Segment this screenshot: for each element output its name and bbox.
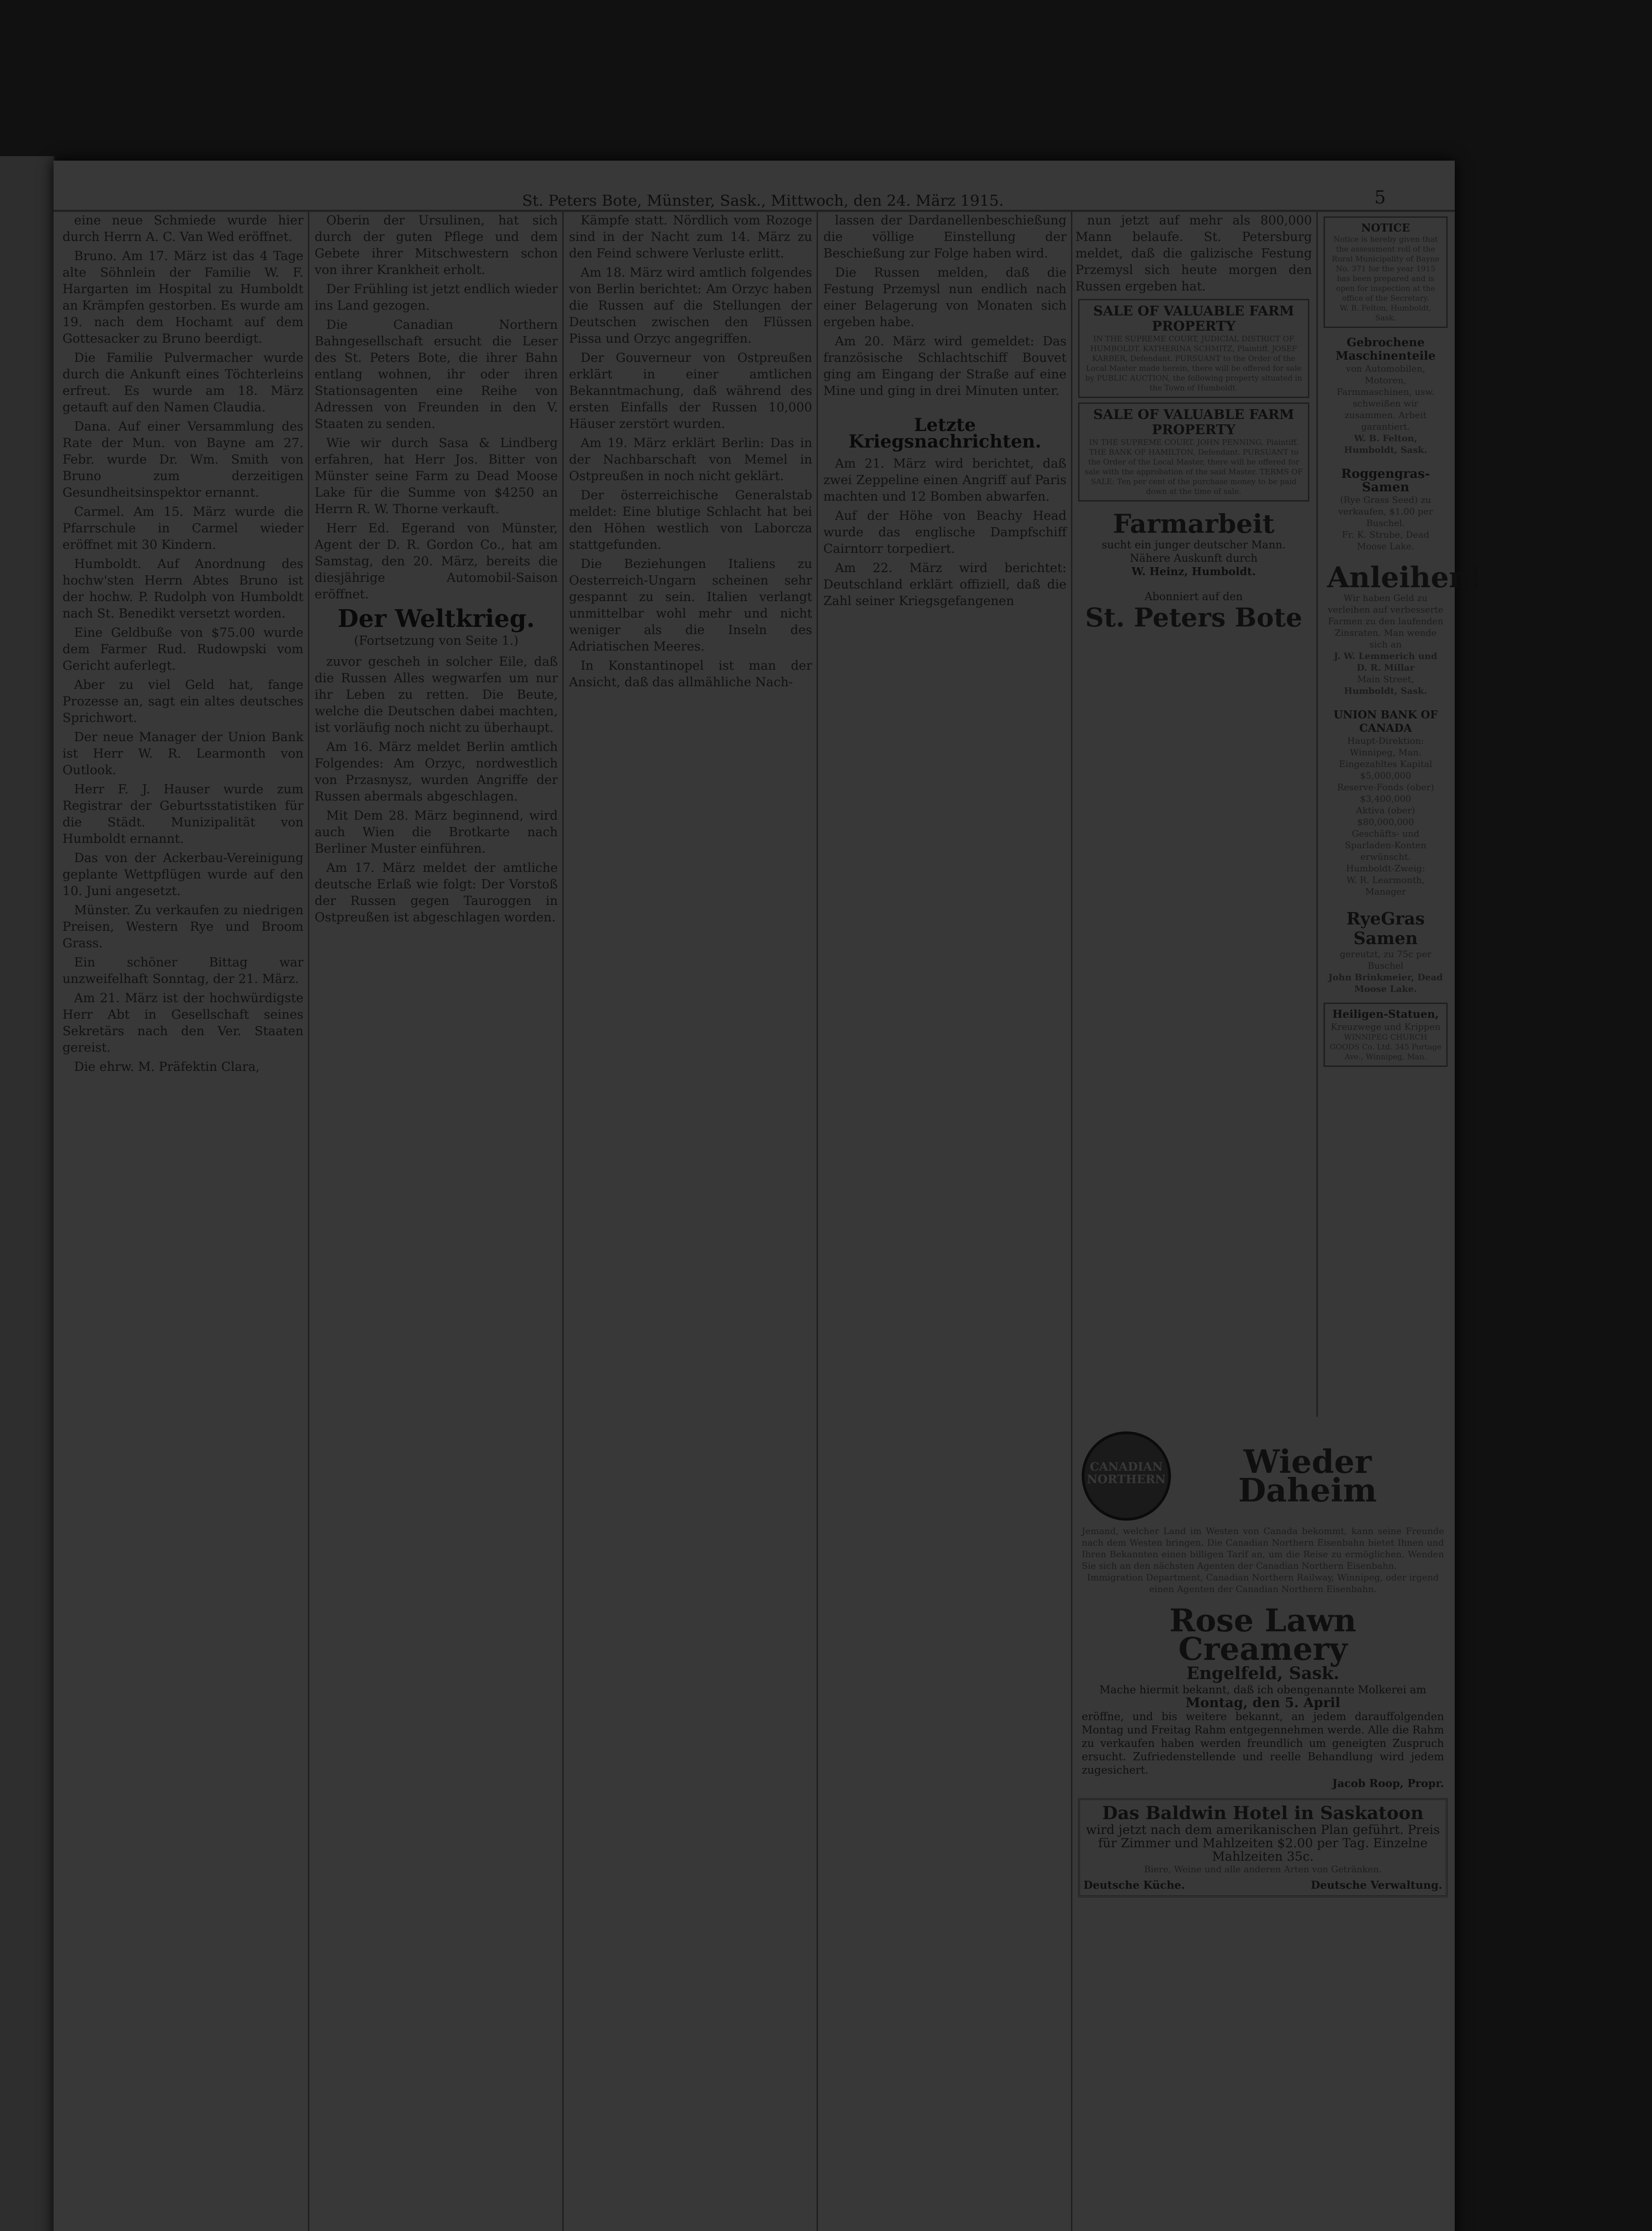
column-rule — [1316, 212, 1318, 1417]
machine-parts-body: von Automobilen, Motoren, Farmmaschinen, usw. schweißen wir zusammen. Arbeit garantiert. — [1337, 363, 1435, 432]
notice-sign: W. B. Felton, Humboldt, Sask. — [1340, 304, 1432, 323]
farm-work-title: Farmarbeit — [1113, 509, 1274, 539]
sale-notice-2 — [1078, 402, 1309, 502]
hotel-title: Das Baldwin Hotel in Saskatoon — [1102, 1803, 1424, 1824]
masthead-line: St. Peters Bote, Münster, Sask., Mittwoch, den 24. März 1915. — [522, 192, 1004, 210]
war-news-paragraph: Am 20. März wird gemeldet: Das französische Schlachtschiff Bouvet ging am Eingang der Straße auf eine Mine und ging in drei Minuten unter. — [823, 334, 1067, 398]
union-bank-ad — [1324, 705, 1448, 901]
subscribe-ad — [1078, 586, 1309, 635]
subscribe-line: Abonniert auf den — [1145, 590, 1243, 603]
bank-line: Aktiva (ober) $80,000,000 — [1356, 805, 1415, 827]
creamery-body: Mache hiermit bekannt, daß ich obengenannte Molkerei am — [1099, 1684, 1427, 1696]
rye-grass-title: Roggengras-Samen — [1341, 466, 1430, 494]
war-news-paragraph: Mit Dem 28. März beginnend, wird auch Wien die Brotkarte nach Berliner Muster einführen. — [315, 808, 558, 856]
local-news-item: Münster. Zu verkaufen zu niedrigen Preisen, Western Rye und Broom Grass. — [62, 903, 303, 950]
notice-box — [1324, 216, 1448, 328]
bank-manager: W. R. Learmonth, Manager — [1346, 875, 1425, 897]
creamery-sign: Jacob Roop, Propr. — [1332, 1777, 1444, 1790]
creamery-ad — [1078, 1603, 1448, 1794]
loan-city: Humboldt, Sask. — [1344, 685, 1428, 696]
war-news-paragraph: Am 17. März meldet der amtliche deutsche Erlaß wie folgt: Der Vorstoß der Russen gegen Tauroggen in Ostpreußen ist abgeschlagen worden. — [315, 860, 558, 925]
local-news-item: Der neue Manager der Union Bank ist Herr W. R. Learmonth von Outlook. — [62, 730, 303, 777]
wieder-daheim-body: Jemand, welcher Land im Westen von Canada bekommt, kann seine Freunde nach dem Westen bringen. Die Canadian Northern Eisenbahn bietet Ihnen und Ihren Bekannten einen billigen Tarif an, um die Reise zu ermöglichen. Wenden Sie sich an den nächsten Agenten der Canadian Northern Eisenbahn. — [1082, 1526, 1444, 1571]
page-header — [54, 161, 1455, 212]
column-2 — [315, 212, 558, 2231]
column-rule — [1071, 212, 1072, 2231]
column-rule — [308, 212, 309, 2231]
war-news-paragraph: Am 18. März wird amtlich folgendes von Berlin berichtet: Am Orzyc haben die Russen auf die Stellungen der Deutschen zwischen den Flüssen Pissa und Orzyc angegriffen. — [569, 265, 812, 346]
local-news-item: Am 21. März ist der hochwürdigste Herr Abt in Gesellschaft seines Sekretärs nach den Ver. Staaten gereist. — [62, 991, 303, 1055]
local-news-item: Das von der Ackerbau-Vereinigung geplante Wettpflügen wurde auf den 10. Juni angesetzt. — [62, 850, 303, 898]
sale-notice-body: IN THE SUPREME COURT. JOHN PENNING, Plaintiff. THE BANK OF HAMILTON, Defendant. PURSUANT to the Order of the Local Master, there will be offered for sale with the approbation of the said Master. TERMS OF SALE: Ten per cent of the purchase money to be paid down at the time of sale. — [1084, 438, 1303, 496]
statues-title: Heiligen-Statuen, — [1332, 1008, 1439, 1020]
baldwin-hotel-ad — [1078, 1798, 1448, 1897]
war-news-paragraph: Der österreichische Generalstab meldet: Eine blutige Schlacht hat bei den Höhen westlich von Laborcza stattgefunden. — [569, 488, 812, 552]
previous-page-edge — [0, 156, 55, 2231]
newspaper-page — [54, 161, 1482, 2231]
local-news-item: Humboldt. Auf Anordnung des hochw'sten Herrn Abtes Bruno ist der hochw. P. Rudolph von Humboldt nach St. Benedikt versetzt worden. — [62, 556, 303, 621]
bank-line: Eingezahltes Kapital $5,000,000 — [1339, 759, 1432, 781]
local-news-item: Die ehrw. M. Präfektin Clara, — [74, 1059, 260, 1074]
machine-parts-ad — [1324, 332, 1448, 459]
local-news-item: Bruno. Am 17. März ist das 4 Tage alte Söhnlein der Familie W. F. Hargarten im Hospital zu Humboldt an Krämpfen gestorben. Es wurde am 19. nach dem Hochamt auf dem Gottesacker zu Bruno beerdigt. — [62, 249, 303, 346]
war-news-paragraph: lassen der Dardanellenbeschießung die völlige Einstellung der Beschießung zur Folge haben wird. — [823, 213, 1067, 261]
sale-notice-title: SALE OF VALUABLE FARM PROPERTY — [1093, 303, 1295, 334]
local-news-item: Der Frühling ist jetzt endlich wieder ins Land gezogen. — [315, 282, 558, 313]
column-1 — [62, 212, 303, 2231]
wieder-daheim-title: Wieder Daheim — [1238, 1443, 1377, 1509]
local-news-item: Die Canadian Northern Bahngesellschaft ersucht die Leser des St. Peters Bote, die ihrer Bahn entlang wohnen, ihr oder ihren Stationsagenten eine Reihe von Adressen von Freunden in den V. Staaten zu senden. — [315, 317, 558, 431]
farm-work-contact: W. Heinz, Humboldt. — [1131, 565, 1256, 578]
hotel-right: Deutsche Verwaltung. — [1311, 1879, 1442, 1891]
notice-title: NOTICE — [1361, 221, 1410, 234]
column-rule — [817, 212, 818, 2231]
local-news-item: Dana. Auf einer Versammlung des Rate der Mun. von Bayne am 27. Febr. wurde Dr. Wm. Smith von Bruno zum derzeitigen Gesundheitsinspektor ernannt. — [62, 419, 303, 500]
rye-seed-price: gereutzt, zu 75c per Buschel — [1340, 949, 1432, 971]
wieder-daheim-contact: Immigration Department, Canadian Northern Railway, Winnipeg, oder irgend einen Agenten der Canadian Northern Eisenbahn. — [1087, 1572, 1439, 1594]
column-rule — [562, 212, 564, 2231]
creamery-body-2: eröffne, und bis weitere bekannt, an jedem darauffolgenden Montag und Freitag Rahm entgegennehmen werde. Alle die Rahm zu verkaufen haben werden freundlich um geneigten Zuspruch ersucht. Zufriedenstellende und reelle Behandlung wird jedem zugesichert. — [1082, 1710, 1444, 1776]
canadian-northern-logo — [1082, 1431, 1171, 1521]
creamery-city: Engelfeld, Sask. — [1186, 1663, 1340, 1683]
hotel-note: Biere, Weine und alle anderen Arten von Getränken. — [1144, 1864, 1382, 1874]
local-news-item: Carmel. Am 15. März wurde die Pfarrschule in Carmel wieder eröffnet mit 30 Kindern. — [62, 504, 303, 552]
bank-branch: Humboldt-Zweig: — [1346, 863, 1425, 874]
rye-seed-title: RyeGras Samen — [1346, 908, 1425, 948]
bank-hq: Haupt-Direktion: Winnipeg, Man. — [1347, 735, 1424, 758]
rye-seed-contact: John Brinkmeier, Dead Moose Lake. — [1328, 972, 1443, 994]
sale-notice-1 — [1078, 299, 1309, 398]
war-news-paragraph: Am 19. März erklärt Berlin: Das in der Nachbarschaft von Memel in Ostpreußen in noch nicht geklärt. — [569, 435, 812, 483]
local-news-item: Wie wir durch Sasa & Lindberg erfahren, hat Herr Jos. Bitter von Münster seine Farm zu Dead Moose Lake für die Summe von $4250 an Herrn R. W. Thorne verkauft. — [315, 435, 558, 516]
notice-body: Notice is hereby given that the assessment roll of the Rural Municipality of Bayne No. 371 for the year 1915 has been prepared and is open for inspection at the office of the Secretary. — [1332, 235, 1440, 303]
logo-line: NORTHERN — [1087, 1473, 1166, 1486]
loan-title: Anleihen! — [1327, 561, 1482, 594]
creamery-title: Rose Lawn Creamery — [1169, 1602, 1357, 1667]
rye-grass-seed-ad — [1324, 464, 1448, 556]
statues-body: WINNIPEG CHURCH GOODS Co. Ltd. 345 Portage Ave., Winnipeg, Man. — [1329, 1033, 1442, 1062]
machine-parts-contact: W. B. Felton, Humboldt, Sask. — [1344, 433, 1428, 455]
war-news-paragraph: Der Gouverneur von Ostpreußen erklärt in einer amtlichen Bekanntmachung, daß während des ersten Einfalls der Russen 10,000 Häuser zerstört wurden. — [569, 350, 812, 431]
war-news-paragraph: nun jetzt auf mehr als 800,000 Mann belaufe. St. Petersburg meldet, daß die galizische Festung Przemysl sich heute morgen den Russen ergeben hat. — [1075, 213, 1312, 294]
war-news-paragraph: Am 21. März wird berichtet, daß zwei Zeppeline einen Angriff auf Paris machten und 12 Bomben abwarfen. — [823, 456, 1067, 504]
loan-street: Main Street, — [1357, 674, 1414, 684]
war-news-paragraph: Am 22. März wird berichtet: Deutschland erklärt offiziell, daß die Zahl seiner Kriegsgefangenen — [823, 560, 1067, 608]
wide-ads-area — [1075, 1423, 1450, 2231]
local-news-item: Herr F. J. Hauser wurde zum Registrar der Geburtsstatistiken für die Städt. Munizipalität von Humboldt ernannt. — [62, 782, 303, 846]
local-news-item: Herr Ed. Egerand von Münster, Agent der D. R. Gordon Co., hat am Samstag, den 20. März, bereits die diesjährige Automobil-Saison eröffnet. — [315, 521, 558, 601]
local-news-item: eine neue Schmiede wurde hier durch Herrn A. C. Van Wed eröffnet. — [62, 213, 303, 244]
bank-line: Geschäfts- und Sparladen-Konten erwünscht. — [1345, 828, 1427, 862]
sale-notice-body: IN THE SUPREME COURT, JUDICIAL DISTRICT OF HUMBOLDT. KATHERINA SCHMITZ, Plaintiff. JOSEF KARBER, Defendant. PURSUANT to the Order of the Local Master made herein, there will be offered for sale by PUBLIC AUCTION, the following property situated in the Town of Humboldt. — [1085, 335, 1303, 393]
loan-body: Wir haben Geld zu verleihen auf verbesserte Farmen zu den laufenden Zinsraten. Man wende sich an — [1328, 593, 1444, 650]
rye-grass-contact: Fr. K. Strube, Dead Moose Lake. — [1342, 529, 1429, 552]
column-6 — [1321, 212, 1482, 1417]
war-news-paragraph: zuvor gescheh in solcher Eile, daß die Russen Alles wegwarfen um nur ihr Leben zu retten. Die Beute, welche die Deutschen dabei machten, ist vorläufig noch nicht zu überhaupt. — [315, 654, 558, 735]
section-heading-latest-news: Letzte Kriegsnachrichten. — [848, 415, 1042, 452]
bank-title: UNION BANK OF CANADA — [1333, 708, 1438, 734]
section-heading-weltkrieg: Der Weltkrieg. — [337, 604, 535, 633]
subscribe-title: St. Peters Bote — [1085, 602, 1303, 633]
farm-work-body: sucht ein junger deutscher Mann. Nähere Auskunft durch — [1101, 539, 1286, 564]
hotel-left: Deutsche Küche. — [1083, 1879, 1185, 1891]
local-news-item: Aber zu viel Geld hat, fange Prozesse an, sagt ein altes deutsches Sprichwort. — [62, 677, 303, 725]
war-news-paragraph: Am 16. März meldet Berlin amtlich Folgendes: Am Orzyc, nordwestlich von Przasnysz, wurden Angriffe der Russen abermals abgeschlagen. — [315, 739, 558, 804]
loan-contact: J. W. Lemmerich und D. R. Millar — [1334, 651, 1437, 673]
hotel-body: wird jetzt nach dem amerikanischen Plan geführt. Preis für Zimmer und Mahlzeiten $2.00 per Tag. Einzelne Mahlzeiten 35c. — [1086, 1822, 1440, 1864]
loan-ad — [1324, 560, 1482, 700]
creamery-date: Montag, den 5. April — [1185, 1695, 1341, 1711]
logo-line: CANADIAN — [1090, 1460, 1163, 1474]
farm-work-ad — [1078, 506, 1309, 582]
local-news-item: Oberin der Ursulinen, hat sich durch der guten Pflege und dem Gebete ihrer Mitschwestern schon von ihrer Krankheit erholt. — [315, 213, 558, 277]
column-4 — [823, 212, 1067, 2231]
column-5 — [1075, 212, 1312, 1417]
local-news-item: Eine Geldbuße von $75.00 wurde dem Farmer Rud. Rudowpski vom Gericht auferlegt. — [62, 625, 303, 673]
page-number: 5 — [1374, 187, 1386, 208]
war-news-paragraph: In Konstantinopel ist man der Ansicht, daß das allmähliche Nach- — [569, 658, 812, 689]
statues-sub: Kreuzwege und Krippen — [1331, 1021, 1440, 1032]
continuation-note: (Fortsetzung von Seite 1.) — [354, 633, 519, 648]
rye-seed-ad — [1324, 905, 1448, 998]
local-news-item: Ein schöner Bittag war unzweifelhaft Sonntag, der 21. März. — [62, 955, 303, 986]
sale-notice-title: SALE OF VALUABLE FARM PROPERTY — [1093, 407, 1295, 438]
rye-grass-body: (Rye Grass Seed) zu verkaufen, $1.00 per Buschel. — [1338, 494, 1433, 528]
war-news-paragraph: Die Russen melden, daß die Festung Przemysl nun endlich nach einer Belagerung von Monaten sich ergeben habe. — [823, 265, 1067, 329]
war-news-paragraph: Die Beziehungen Italiens zu Oesterreich-Ungarn scheinen sehr gespannt zu sein. Italien verlangt unmittelbar wohl mehr und nicht weniger als die Inseln des Adriatischen Meeres. — [569, 556, 812, 654]
machine-parts-title: Gebrochene Maschinenteile — [1335, 336, 1436, 363]
statues-ad — [1324, 1003, 1448, 1067]
bank-line: Reserve-Fonds (ober) $3,400,000 — [1337, 782, 1434, 804]
local-news-item: Die Familie Pulvermacher wurde durch die Ankunft eines Töchterleins erfreut. Es wurde am 18. März getauft auf den Namen Claudia. — [62, 350, 303, 415]
canadian-northern-ad — [1078, 1428, 1448, 1598]
war-news-paragraph: Kämpfe statt. Nördlich vom Rozoge sind in der Nacht zum 14. März zu den Feind schwere Verluste erlitt. — [569, 213, 812, 261]
war-news-paragraph: Auf der Höhe von Beachy Head wurde das englische Dampfschiff Cairntorr torpediert. — [823, 508, 1067, 556]
column-3 — [569, 212, 812, 2231]
